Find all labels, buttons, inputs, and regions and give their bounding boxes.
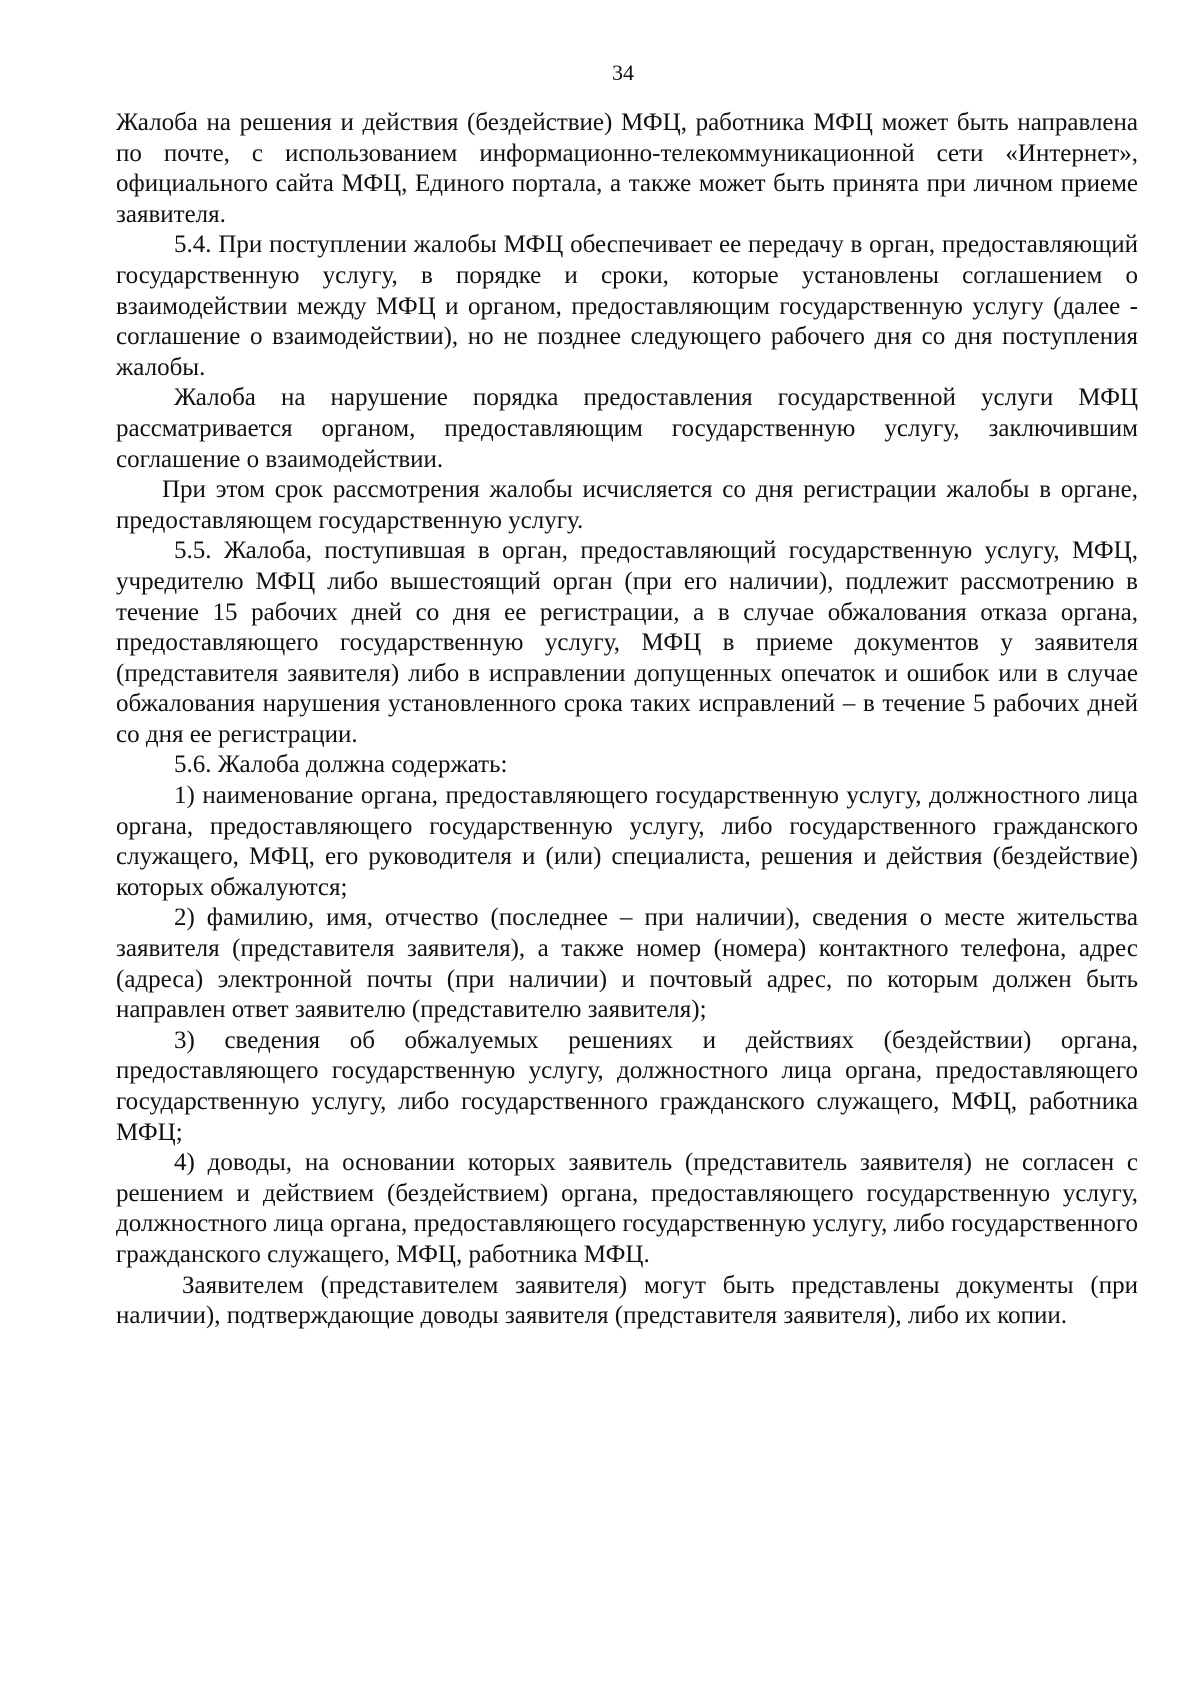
list-item-1: 1) наименование органа, предоставляющего государственную услугу, должностного лица органа, предоставляющего государственную услугу, либо государственного гражданского служащего, МФЦ, его руководителя и (или) специалиста, решения и действия (бездействие) которых обжалуются;: [116, 782, 1138, 901]
list-item-3: 3) сведения об обжалуемых решениях и действиях (бездействии) органа, предоставляющего государственную услугу, должностного лица органа, предоставляющего государственную услугу, либо государственного гражданского служащего, МФЦ, работника МФЦ;: [116, 1026, 1138, 1146]
paragraph-review-period: При этом срок рассмотрения жалобы исчисляется со дня регистрации жалобы в органе, предоставляющем государственную услугу.: [116, 476, 1138, 534]
paragraph-5-5: 5.5. Жалоба, поступившая в орган, предоставляющий государственную услугу, МФЦ, учредителю МФЦ либо вышестоящий орган (при его наличии), подлежит рассмотрению в течение 15 рабочих дней со дня ее регистрации, а в случае обжалования отказа органа, предоставляющего государственную услугу, МФЦ в приеме документов у заявителя (представителя заявителя) либо в исправлении допущенных опечаток и ошибок или в случае обжалования нарушения установленного срока таких исправлений – в течение 5 рабочих дней со дня ее регистрации.: [116, 537, 1138, 748]
list-item-4: 4) доводы, на основании которых заявитель (представитель заявителя) не согласен с решением и действием (бездействием) органа, предоставляющего государственную услугу, должностного лица органа, предоставляющего государственную услугу, либо государственного гражданского служащего, МФЦ, работника МФЦ.: [116, 1149, 1138, 1268]
page-number: 34: [612, 60, 634, 85]
document-body: [116, 108, 1138, 1332]
paragraph-supporting-documents: Заявителем (представителем заявителя) могут быть представлены документы (при наличии), подтверждающие доводы заявителя (представителя заявителя), либо их копии.: [116, 1271, 1138, 1330]
paragraph-complaint-violation: Жалоба на нарушение порядка предоставления государственной услуги МФЦ рассматривается органом, предоставляющим государственную услугу, заключившим соглашение о взаимодействии.: [116, 384, 1138, 473]
paragraph-complaint-mfc: Жалоба на решения и действия (бездействие) МФЦ, работника МФЦ может быть направлена по почте, с использованием информационно-телекоммуникационной сети «Интернет», официального сайта МФЦ, Единого портала, а также может быть принята при личном приеме заявителя.: [116, 109, 1138, 228]
paragraph-5-4: 5.4. При поступлении жалобы МФЦ обеспечивает ее передачу в орган, предоставляющий государственную услугу, в порядке и сроки, которые установлены соглашением о взаимодействии между МФЦ и органом, предоставляющим государственную услугу (далее - соглашение о взаимодействии), но не позднее следующего рабочего дня со дня поступления жалобы.: [116, 231, 1138, 381]
list-item-2: 2) фамилию, имя, отчество (последнее – при наличии), сведения о месте жительства заявителя (представителя заявителя), а также номер (номера) контактного телефона, адрес (адреса) электронной почты (при наличии) и почтовый адрес, по которым должен быть направлен ответ заявителю (представителю заявителя);: [116, 904, 1138, 1024]
paragraph-5-6: 5.6. Жалоба должна содержать:: [174, 751, 508, 779]
